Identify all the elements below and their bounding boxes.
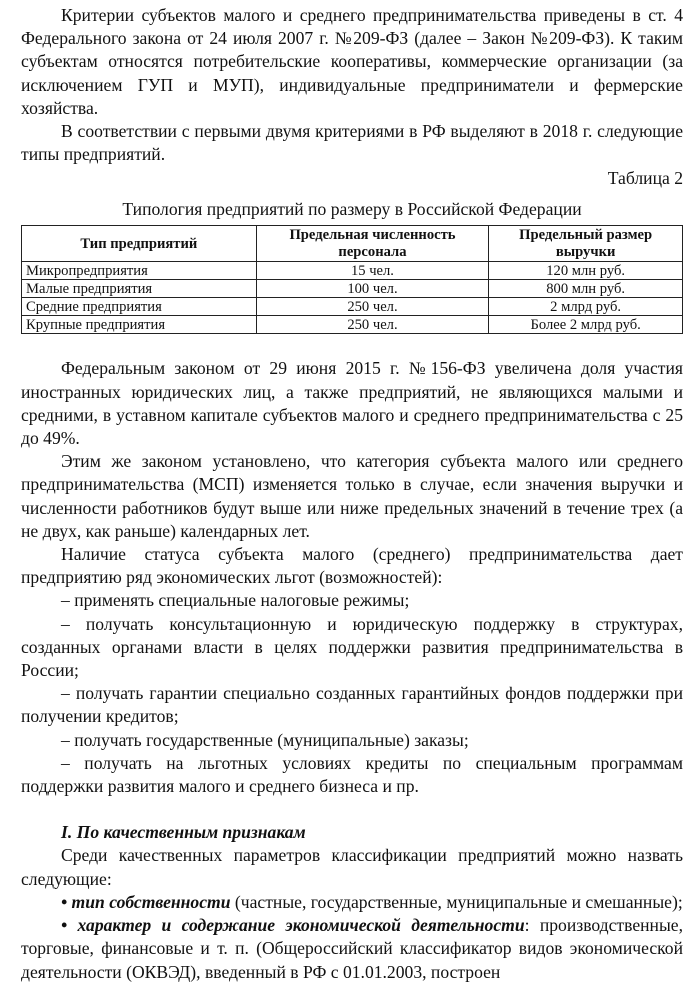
cell-type: Средние предприятия (22, 298, 257, 316)
bullet-text: : производственные, торговые, финансовые и т. п. (Общероссийский классификатор видов экономической деятельности (ОКВЭД), введенный в РФ с 01.01.2003, построен (21, 915, 683, 982)
bullet-activity-type (21, 914, 683, 984)
cell-type: Малые предприятия (22, 280, 257, 298)
table-header-row (22, 226, 683, 262)
bullet-term: • тип собственности (61, 891, 231, 912)
bullet-term: • характер и содержание экономической деятельности (61, 915, 525, 936)
table-label: Таблица 2 (607, 168, 683, 189)
table-row (22, 262, 683, 280)
intro-paragraph-2: В соответствии с первыми двумя критериями в РФ выделяют в 2018 г. следующие типы предприятий. (21, 121, 683, 165)
body-paragraph-3: Федеральным законом от 29 июня 2015 г. №156-ФЗ увеличена доля участия иностранных юридических лиц, а также предприятий, не являющихся малыми и средними, в уставном капитале субъектов малого и среднего предпринимательства с 25 до 49%. (21, 358, 683, 449)
cell-revenue: Более 2 млрд руб. (489, 316, 683, 334)
section-heading: I. По качественным признакам (61, 822, 306, 843)
cell-revenue: 120 млн руб. (489, 262, 683, 280)
dash-list-item: – получать гарантии специально созданных гарантийных фондов поддержки при получении кредитов; (21, 683, 683, 727)
body-paragraph-5: Наличие статуса субъекта малого (среднего) предпринимательства дает предприятию ряд экономических льгот (возможностей): (21, 544, 683, 588)
cell-staff: 100 чел. (256, 280, 489, 298)
bullet-ownership-type (21, 891, 683, 914)
cell-staff: 15 чел. (256, 262, 489, 280)
section-paragraph-6: Среди качественных параметров классификации предприятий можно назвать следующие: (21, 845, 683, 889)
table-row (22, 316, 683, 334)
intro-paragraph-1: Критерии субъектов малого и среднего предпринимательства приведены в ст. 4 Федерального закона от 24 июля 2007 г. №209-ФЗ (далее – Закон №209-ФЗ). К таким субъектам относятся потребительские кооперативы, коммерческие организации (за исключением ГУП и МУП), индивидуальные предприниматели и фермерские хозяйства. (21, 5, 683, 118)
cell-staff: 250 чел. (256, 298, 489, 316)
dash-list-item: – применять специальные налоговые режимы; (61, 590, 410, 611)
table-row (22, 280, 683, 298)
cell-revenue: 800 млн руб. (489, 280, 683, 298)
header-revenue-limit: Предельный размер выручки (489, 226, 683, 262)
header-staff-limit: Предельная численность персонала (256, 226, 489, 262)
table-row (22, 298, 683, 316)
document-page (21, 4, 683, 984)
cell-revenue: 2 млрд руб. (489, 298, 683, 316)
header-type: Тип предприятий (22, 226, 257, 262)
enterprise-size-table (21, 225, 683, 334)
dash-list-item: – получать государственные (муниципальные) заказы; (61, 729, 469, 750)
table-caption: Типология предприятий по размеру в Российской Федерации (122, 199, 582, 220)
body-paragraph-4: Этим же законом установлено, что категория субъекта малого или среднего предпринимательства (МСП) изменяется только в случае, если значения выручки и численности работников будут выше или ниже предельных значений в течение трех (а не двух, как раньше) календарных лет. (21, 451, 683, 541)
dash-list-item: – получать на льготных условиях кредиты по специальным программам поддержки развития малого и среднего бизнеса и пр. (21, 752, 683, 797)
dash-list-item: – получать консультационную и юридическую поддержку в структурах, созданных органами власти в целях поддержки развития предпринимательства в России; (21, 613, 683, 681)
cell-type: Крупные предприятия (22, 316, 257, 334)
cell-staff: 250 чел. (256, 316, 489, 334)
cell-type: Микропредприятия (22, 262, 257, 280)
bullet-text: (частные, государственные, муниципальные и смешанные); (230, 891, 683, 912)
